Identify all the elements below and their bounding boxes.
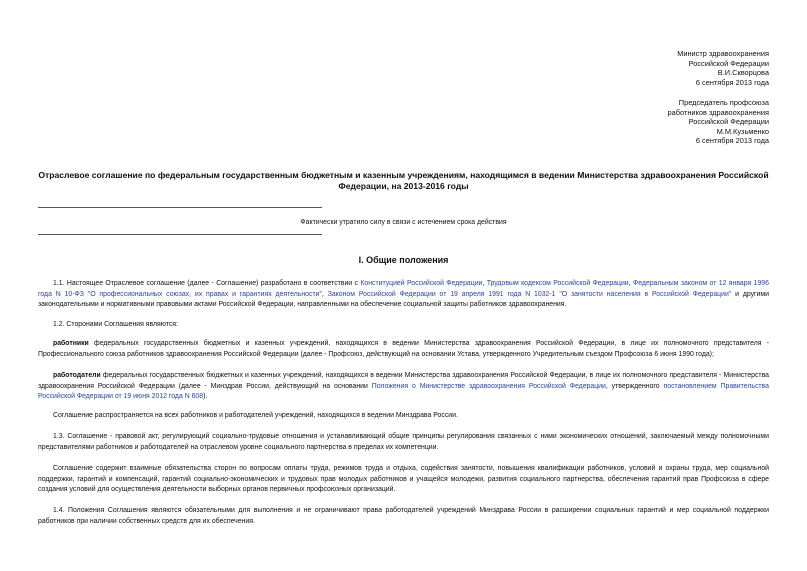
term-workers: работники (53, 340, 89, 347)
paragraph-text: , (482, 280, 487, 287)
signature-line: работников здравоохранения (667, 107, 769, 117)
link-labor-code[interactable]: Трудовым кодексом Российской Федерации (486, 280, 629, 287)
signature-line: М.М.Кузьменко (716, 126, 769, 136)
signature-line: 6 сентября 2013 года (695, 77, 769, 87)
signature-line: В.И.Скворцова (717, 68, 769, 78)
minister-signature-block (677, 49, 769, 87)
term-employers: работодатели (53, 372, 101, 379)
paragraph-text: , (628, 280, 633, 287)
paragraph-text: ). (203, 393, 208, 400)
link-ministry-regulation[interactable]: Положения о Министерстве здравоохранения Российской Федерации (371, 382, 606, 390)
signature-line: 6 сентября 2013 года (695, 136, 769, 146)
paragraph-1-3: 1.3. Соглашение - правовой акт, регулирующий социально-трудовые отношения и устанавливающий общие принципы регулирования связанных с ними экономических отношений, заключаемый между полномочными представителями работников и работодателей на отраслевом уровне социального партнерства в пределах их компетенции. (38, 433, 769, 451)
paragraph-employers (38, 371, 769, 403)
paragraph-text: федеральных государственных бюджетных и казенных учреждений, находящихся в ведении Министерства здравоохранения Российской Федерации, в лице их полномочного представителя - Профессионального союза работников здравоохранения Российской Федерации (далее - Профсоюз, действующий на основании Устава, утвержденного Учредительным съездом Профсоюза 6 июня 1990 года); (38, 340, 769, 358)
paragraph-text: федеральных государственных бюджетных и казенных учреждений, находящихся в ведении Министерства здравоохранения Российской Федерации, в лице их полномочного представителя - Министерства здравоохранения Российской Федерации (далее - Минздрав России, действующий на основании (38, 372, 769, 390)
expiry-note: Фактически утратило силу в связи с истечением срока действия (300, 219, 507, 226)
section-title: I. Общие положения (358, 255, 449, 265)
signature-line: Российской Федерации (688, 117, 769, 127)
union-signature-block (668, 98, 769, 146)
paragraph-1-4: 1.4. Положения Соглашения являются обязательными для выполнения и не ограничивают права работодателей учреждений Минздрава России в расширении социальных гарантий и мер социальной поддержки работников при наличии собственных средств для их обеспечения. (38, 507, 769, 525)
paragraph-workers (38, 339, 769, 360)
paragraph-obligations: Соглашение содержит взаимные обязательства сторон по вопросам оплаты труда, режимов труда и отдыха, содействия занятости, повышения квалификации работников, условий и охраны труда, мер социальной поддержки, гарантий и компенсаций, гарантий социально-экономических и трудовых прав молодых работников и учащейся молодежи, развития социального партнерства, обеспечения гарантий прав Профсоюза в сфере создания условий для осуществления деятельности выборных органов первичных профсоюзных организаций. (38, 465, 769, 493)
paragraph-text: , утвержденного (605, 382, 664, 390)
link-employment-law[interactable]: Законом Российской Федерации от 19 апреля 1991 года N 1032-1 "О занятости населения в Российской Федерации" (327, 290, 732, 298)
link-trade-unions-law[interactable]: Федеральным законом от 12 января 1996 года N 10-ФЗ "О профессиональных союзах, их правах и гарантиях деятельности" (38, 280, 769, 298)
link-constitution[interactable]: Конституцией Российской Федерации (360, 280, 483, 287)
signature-line: Министр здравоохранения (677, 49, 769, 58)
paragraph-text: и другими законодательными и нормативными правовыми актами Российской Федерации, направленными на обеспечение социальной защиты работников здравоохранения. (38, 290, 769, 308)
paragraph-text: , (321, 290, 328, 298)
paragraph-text: 1.1. Настоящее Отраслевое соглашение (далее - Соглашение) разработано в соответствии с (53, 280, 361, 287)
paragraph-1-1 (38, 279, 769, 311)
link-government-decree[interactable]: постановлением Правительства Российской Федерации от 19 июня 2012 года N 608 (38, 382, 769, 400)
divider (38, 234, 322, 235)
divider (38, 207, 322, 208)
signature-line: Председатель профсоюза (678, 98, 769, 107)
paragraph-1-2: 1.2. Сторонами Соглашения являются: (53, 321, 178, 328)
signature-line: Российской Федерации (688, 58, 769, 68)
paragraph-scope: Соглашение распространяется на всех работников и работодателей учреждений, находящихся в ведении Минздрава России. (53, 412, 458, 419)
document-title: Отраслевое соглашение по федеральным государственным бюджетным и казенным учреждениям, находящимся в ведении Министерства здравоохранения Российской Федерации, на 2013-2016 годы (38, 170, 769, 192)
